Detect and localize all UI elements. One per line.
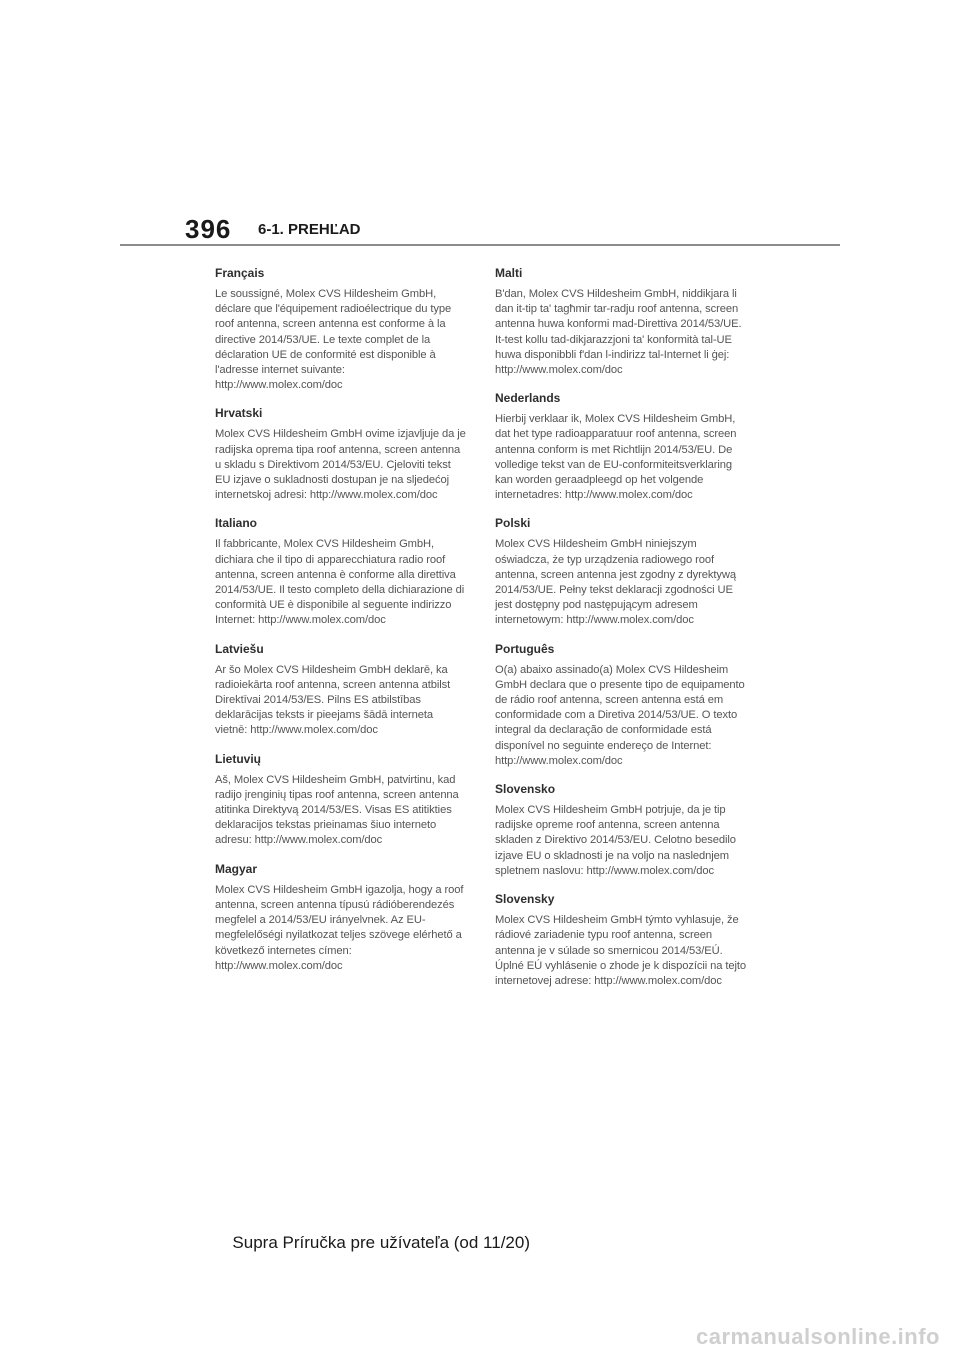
lang-block-polski (495, 516, 747, 628)
lang-block-slovensko (495, 782, 747, 879)
header-rule (120, 244, 840, 246)
lang-title: Malti (495, 266, 523, 280)
lang-text: O(a) abaixo assinado(a) Molex CVS Hildesheim GmbH declara que o presente tipo de equipamento de rádio roof antenna, screen antenna está em conformidade com a Diretiva 2014/53/UE. O texto integral da declaração de conformidade está disponível no seguinte endereço de Internet: http://www.molex.com/doc (495, 663, 745, 767)
lang-text: Molex CVS Hildesheim GmbH potrjuje, da je tip radijske opreme roof antenna, screen antenna skladen z Direktivo 2014/53/EU. Celotno besedilo izjave EU o skladnosti je na voljo na naslednjem spletnem naslovu: http://www.molex.com/doc (495, 804, 736, 877)
page-number: 396 (185, 214, 232, 244)
lang-block-latviesu (215, 642, 467, 739)
lang-block-magyar (215, 862, 467, 974)
lang-text: B'dan, Molex CVS Hildesheim GmbH, niddikjara li dan it-tip ta' tagħmir tar-radju roof antenna, screen antenna huwa konformi mad-Direttiva 2014/53/UE. It-test kollu tad-dikjarazzjoni ta' konformità tal-UE huwa disponibbli f'dan l-indirizz tal-Internet li ġej: http://www.molex.com/doc (495, 288, 742, 377)
lang-block-slovensky (495, 892, 747, 989)
lang-title: Magyar (215, 861, 258, 876)
section-title: 6-1. PREHĽAD (258, 221, 361, 238)
lang-text: Ar šo Molex CVS Hildesheim GmbH deklarē, ka radioiekārta roof antenna, screen antenna atbilst Direktīvai 2014/53/ES. Pilns ES atbilstības deklarācijas teksts ir pieejams šādā interneta vietnē: http://www.molex.com/doc (215, 663, 451, 737)
lang-block-francais (215, 266, 467, 393)
lang-text: Molex CVS Hildesheim GmbH igazolja, hogy a roof antenna, screen antenna típusú rádióberendezés megfelel a 2014/53/EU irányelvnek. Az EU-megfelelőségi nyilatkozat teljes szövege elérhető a következő internetes címen: http://www.molex.com/doc (215, 883, 464, 972)
lang-block-malti (495, 266, 747, 378)
footer-title: Supra Príručka pre užívateľa (od 11/20) (232, 1233, 530, 1252)
lang-text: Molex CVS Hildesheim GmbH ovime izjavljuje da je radijska oprema tipa roof antenna, screen antenna u skladu s Direktivom 2014/53/EU. Cjeloviti tekst EU izjave o sukladnosti dostupan je na sljedećoj internetskoj adresi: http://www.molex.com/doc (215, 428, 466, 502)
lang-title: Italiano (215, 516, 258, 531)
lang-text: Aš, Molex CVS Hildesheim GmbH, patvirtinu, kad radijo įrenginių tipas roof antenna, screen antenna atitinka Direktyvą 2014/53/ES. Visas ES atitikties deklaracijos tekstas prieinamas šiuo interneto adresu: http://www.molex.com/doc (215, 773, 459, 847)
lang-text: Il fabbricante, Molex CVS Hildesheim GmbH, dichiara che il tipo di apparecchiatura radio roof antenna, screen antenna è conforme alla direttiva 2014/53/UE. Il testo completo della dichiarazione di conformità UE è disponibile al seguente indirizzo Internet: http://www.molex.com/doc (215, 538, 465, 627)
right-column (495, 266, 747, 1002)
lang-block-portugues (495, 642, 747, 769)
lang-title: Latviešu (215, 641, 264, 656)
lang-title: Português (495, 641, 555, 656)
lang-text: Molex CVS Hildesheim GmbH týmto vyhlasuje, že rádiové zariadenie typu roof antenna, screen antenna je v súlade so smernicou 2014/53/EÚ. Úplné EÚ vyhlásenie o zhode je k dispozícii na tejto internetovej adrese: http://www.molex.com/doc (495, 914, 747, 987)
lang-text: Molex CVS Hildesheim GmbH niniejszym oświadcza, że typ urządzenia radiowego roof antenna, screen antenna jest zgodny z dyrektywą 2014/53/UE. Pełny tekst deklaracji zgodności UE jest dostępny pod następującym adresem internetowym: http://www.molex.com/doc (495, 538, 736, 627)
lang-title: Nederlands (495, 391, 561, 406)
lang-text: Le soussigné, Molex CVS Hildesheim GmbH, déclare que l'équipement radioélectrique du type roof antenna, screen antenna est conforme à la directive 2014/53/UE. Le texte complet de la déclaration UE de conformité est disponible à l'adresse internet suivante: http://www.molex.com/doc (215, 288, 452, 392)
left-column (215, 266, 467, 987)
lang-block-italiano (215, 516, 467, 628)
lang-title: Slovensko (495, 782, 556, 797)
lang-title: Français (215, 266, 265, 280)
lang-title: Hrvatski (215, 406, 263, 421)
watermark: carmanualsonline.info (696, 1324, 940, 1349)
lang-text: Hierbij verklaar ik, Molex CVS Hildesheim GmbH, dat het type radioapparatuur roof antenna, screen antenna conform is met Richtlijn 2014/53/EU. De volledige tekst van de EU-conformiteitsverklaring kan worden geraadpleegd op het volgende internetadres: http://www.molex.com/doc (495, 413, 737, 502)
lang-block-nederlands (495, 391, 747, 503)
lang-block-hrvatski (215, 406, 467, 503)
lang-title: Lietuvių (215, 751, 262, 766)
lang-title: Polski (495, 516, 531, 531)
lang-title: Slovensky (495, 892, 555, 907)
lang-block-lietuviu (215, 752, 467, 849)
